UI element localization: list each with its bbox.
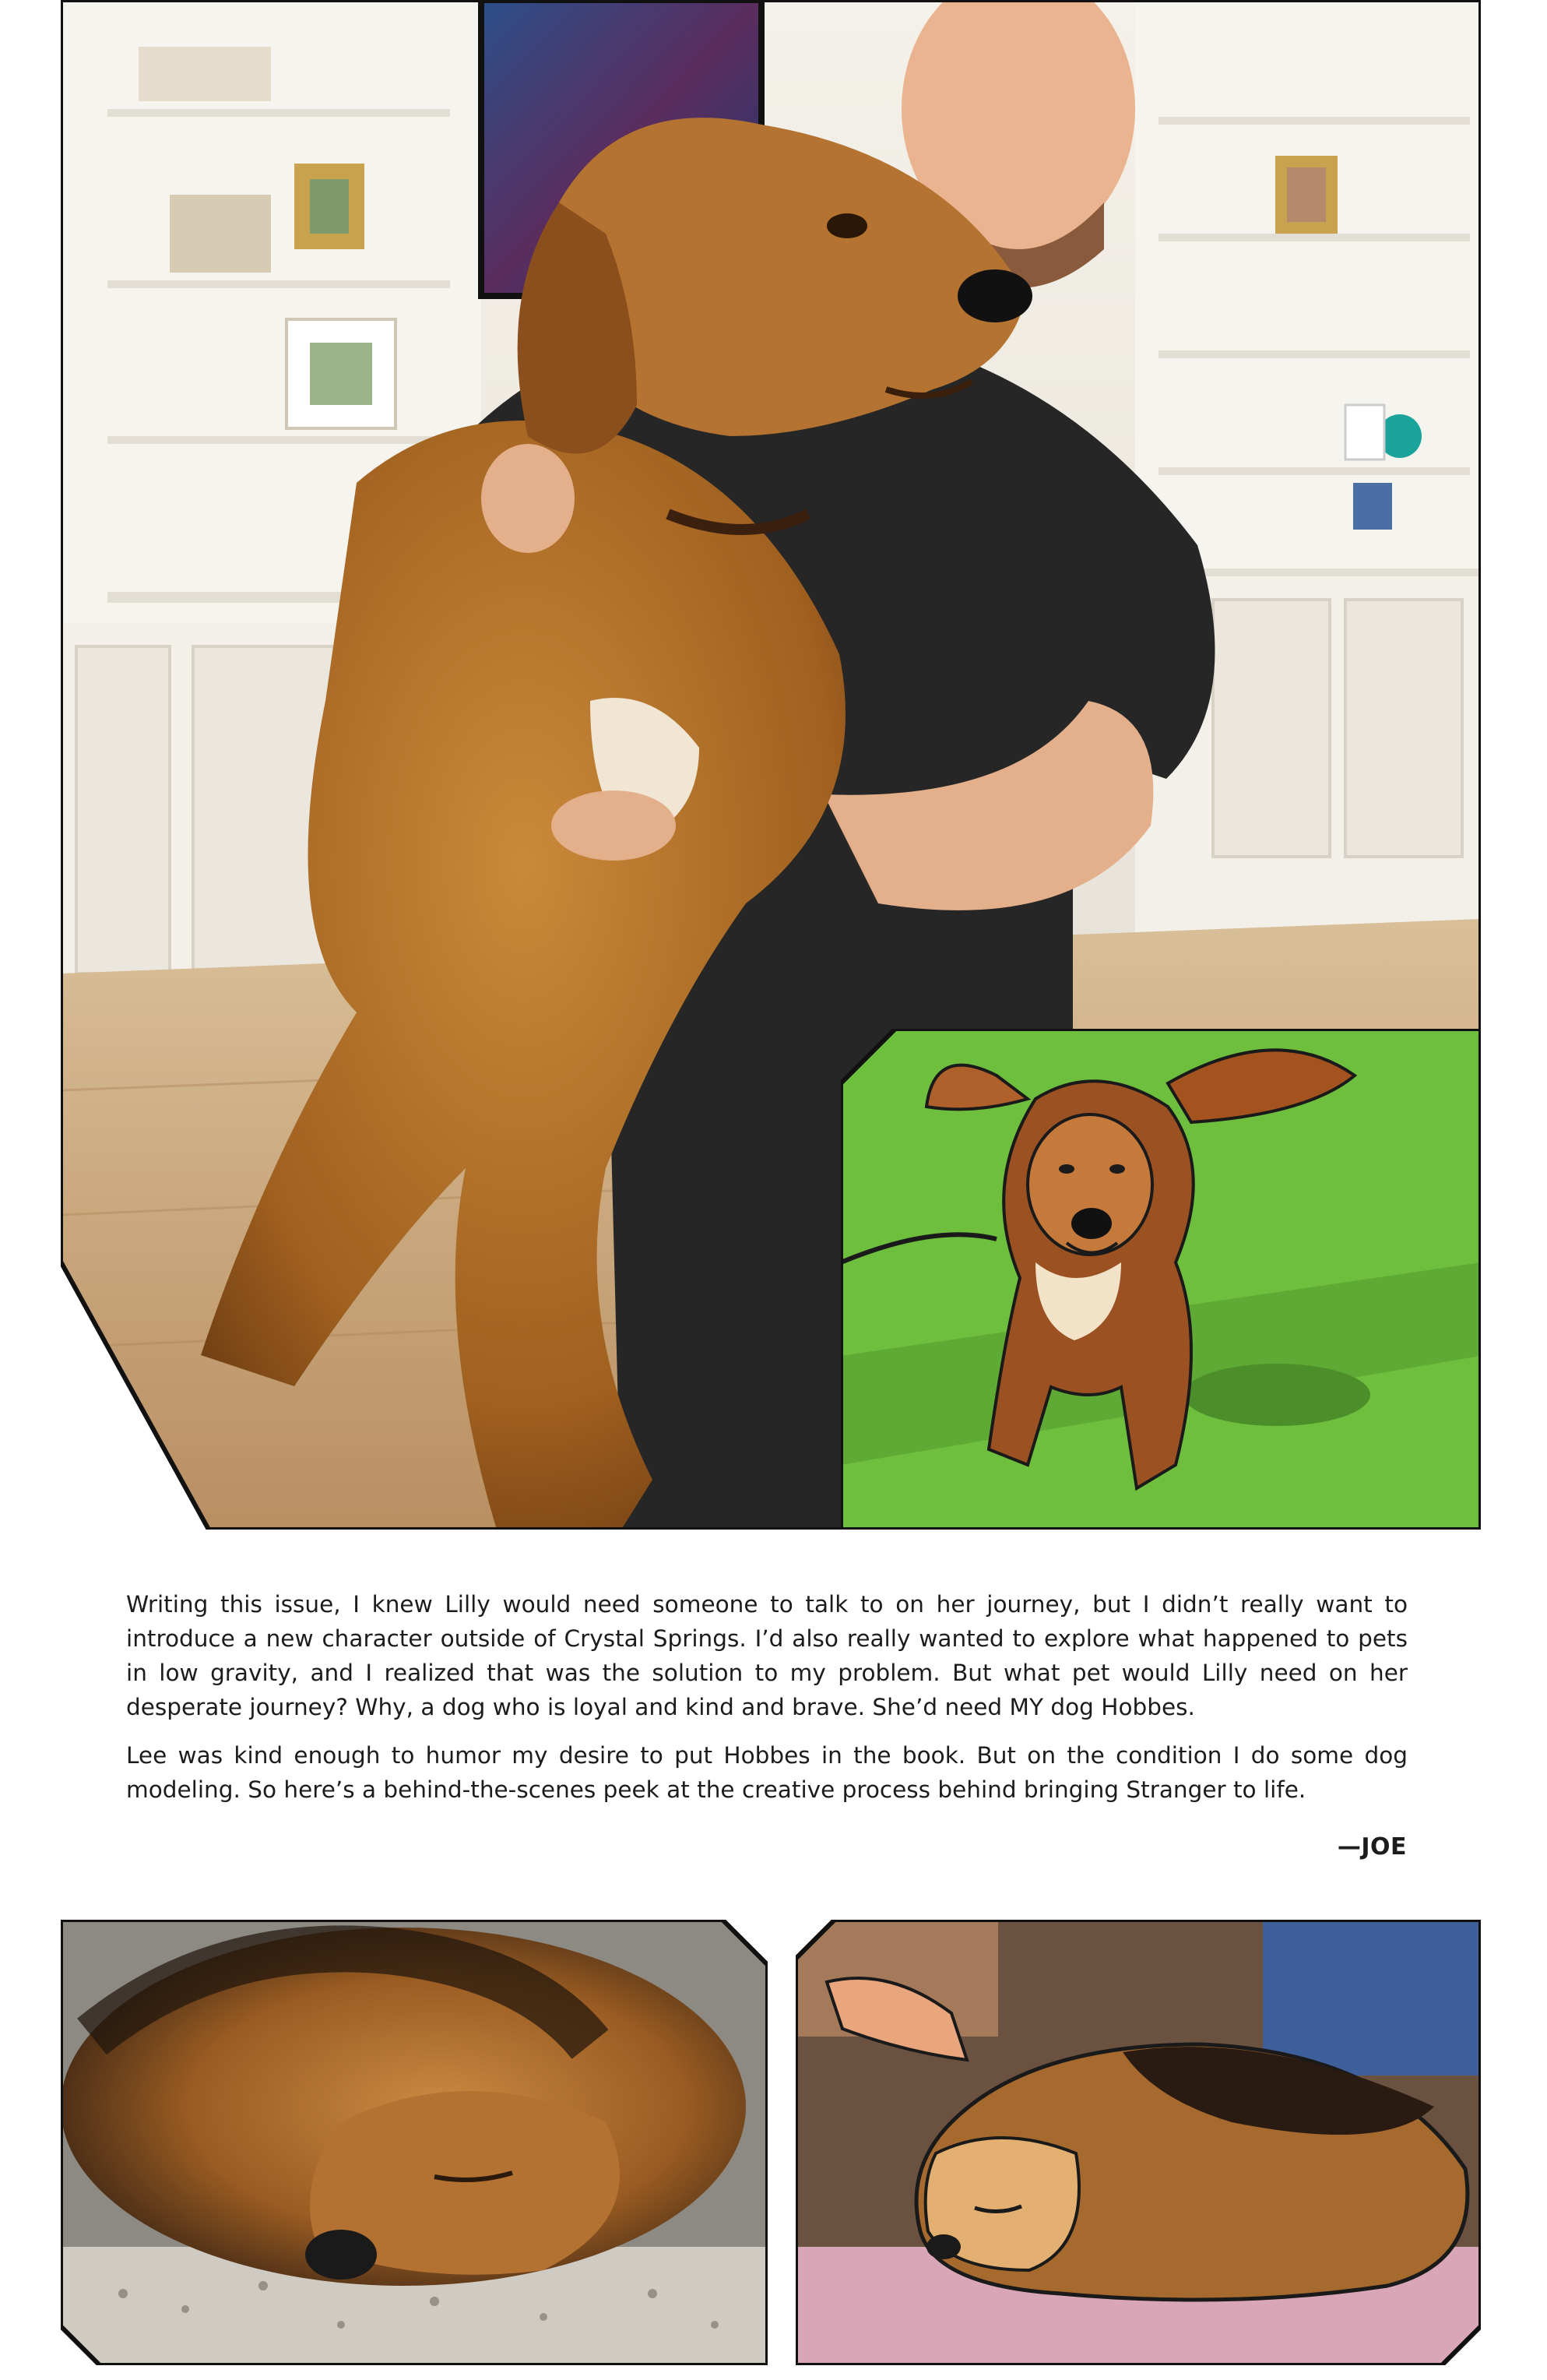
bottom-left-photo-panel xyxy=(61,1920,768,2365)
article-text xyxy=(126,1587,1408,1821)
inset-illustration-panel xyxy=(841,1029,1481,1530)
paragraph-1: Writing this issue, I knew Lilly would need someone to talk to on her journey, but I didn’t really want to introduce a new character outside of Crystal Springs. I’d also really wanted to explore what happened to pets in low gravity, and I realized that was the solution to my problem. But what pet would Lilly need on her desperate journey? Why, a dog who is loyal and kind and brave. She’d need MY dog Hobbes. xyxy=(126,1591,1408,1720)
paragraph-2: Lee was kind enough to humor my desire to put Hobbes in the book. But on the condition I do some dog modeling. So here’s a behind-the-scenes peek at the creative process behind bringing Stranger to life. xyxy=(126,1742,1408,1803)
bottom-right-illustration-panel xyxy=(796,1920,1481,2365)
author-signature: —JOE xyxy=(1337,1833,1407,1861)
sleeping-dog-illustration xyxy=(796,1920,1481,2365)
sleeping-dog-photo xyxy=(61,1920,768,2365)
dog-illustration-running xyxy=(841,1029,1481,1530)
